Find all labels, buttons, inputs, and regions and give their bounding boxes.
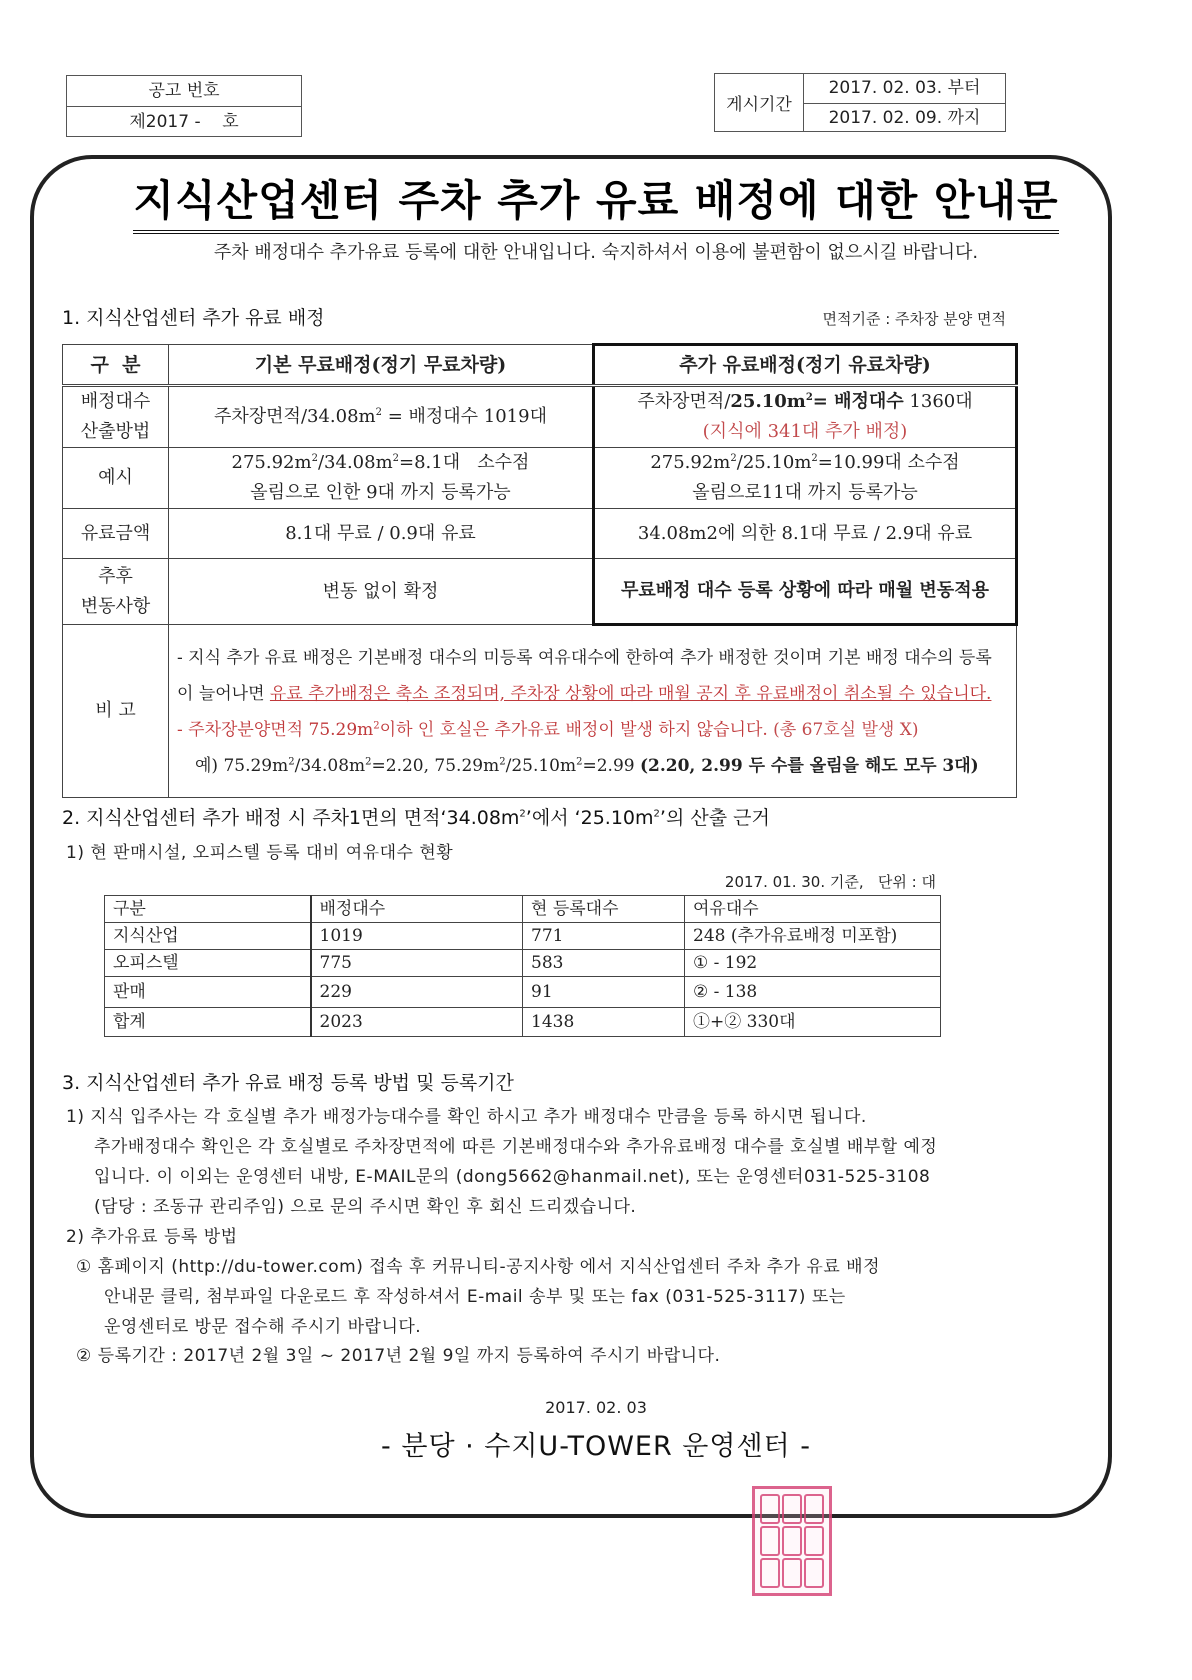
- remarks-warning: 유료 추가배정은 축소 조정되며, 주차장 상황에 따라 매월 공지 후 유료배정이 취소될 수 있습니다.: [269, 683, 992, 704]
- subtitle: 주차 배정대수 추가유료 등록에 대한 안내입니다. 숙지하셔서 이용에 불편함이 없으시길 바랍니다.: [213, 242, 979, 263]
- issue-date: 2017. 02. 03: [545, 1398, 647, 1417]
- page-title: 지식산업센터 주차 추가 유료 배정에 대한 안내문: [133, 168, 1058, 234]
- page-title-wrap: [0, 168, 1192, 234]
- notice-number-box: [66, 75, 302, 137]
- row-label-example: 예시: [63, 448, 169, 509]
- cell-category: 판매: [105, 977, 311, 1008]
- table-row: [105, 1008, 941, 1037]
- cell-registered: 91: [523, 977, 685, 1008]
- table-row-calc: [63, 386, 1017, 448]
- change-basic: 변동 없이 확정: [169, 559, 594, 625]
- section2-heading: 2. 지식산업센터 추가 배정 시 주차1면의 면적‘$34.08m^2$’에서 ‘$25.10m^2$’의 산출 근거: [62, 807, 770, 829]
- example-basic: $275.92m^2/34.08m^2=8.1$대 소수점 올림으로 인한 9대 까지 등록가능: [169, 448, 594, 509]
- area-basis-note: 면적기준 : 주차장 분양 면적: [822, 310, 1006, 328]
- section3-item1-line2: 추가배정대수 확인은 각 호실별로 주차장면적에 따른 기본배정대수와 추가유료배정 대수를 호실별 배부할 예정: [94, 1137, 938, 1157]
- cell-registered: 583: [523, 950, 685, 977]
- cell-allocated: 2023: [311, 1008, 523, 1037]
- section3-heading: 3. 지식산업센터 추가 유료 배정 등록 방법 및 등록기간: [62, 1072, 514, 1094]
- table-row-remarks: [63, 625, 1017, 798]
- fee-basic: 8.1대 무료 / 0.9대 유료: [169, 509, 594, 559]
- table-row: [105, 977, 941, 1008]
- header-extra: 추가 유료배정(정기 유료차량): [594, 345, 1017, 386]
- cell-spare: ② - 138: [685, 977, 941, 1008]
- section3-item2: 2) 추가유료 등록 방법: [66, 1227, 238, 1247]
- cell-spare: ①+② 330대: [685, 1008, 941, 1037]
- header-category: 구 분: [63, 345, 169, 386]
- basis-date-note: 2017. 01. 30. 기준, 단위 : 대: [724, 873, 936, 891]
- section3-item1-line1: 1) 지식 입주사는 각 호실별 추가 배정가능대수를 확인 하시고 추가 배정대수 만큼을 등록 하시면 됩니다.: [66, 1107, 867, 1127]
- remarks-content: - 지식 추가 유료 배정은 기본배정 대수의 미등록 여유대수에 한하여 추가 배정한 것이며 기본 배정 대수의 등록이 늘어나면 유료 추가배정은 축소 조정되며, 주차장 상황에 따라 매월 공지 후 유료배정이 취소될 수 있습니다. - 주차장분양면적 $75.29m^2$이하 인 호실은 추가유료 배정이 발생 하지 않습니다. (총 67호실 발생 X) 예) $75.29m^2/34.08m^2=2.20$, $75.29m^2/25.10m^2=2.99$ (2.20, 2.99 두 수를 올림을 해도 모두 3대): [169, 625, 1017, 798]
- row-label-calc: 배정대수 산출방법: [63, 386, 169, 448]
- table-row-fee: [63, 509, 1017, 559]
- cell-allocated: 229: [311, 977, 523, 1008]
- cell-spare: ① - 192: [685, 950, 941, 977]
- calc-extra: 주차장면적$/25.10m^2=$ 배정대수 1360대 (지식에 341대 추가 배정): [594, 386, 1017, 448]
- posting-from: 2017. 02. 03. 부터: [828, 78, 981, 98]
- table-row-change: [63, 559, 1017, 625]
- table-header-row: [63, 345, 1017, 386]
- extra-allocation-note: (지식에 341대 추가 배정): [702, 421, 908, 442]
- table-header-row: [105, 896, 941, 923]
- cell-spare: 248 (추가유료배정 미포함): [685, 923, 941, 950]
- issuer-name: - 분당 · 수지U-TOWER 운영센터 -: [381, 1431, 811, 1462]
- posting-period-label: 게시기간: [715, 74, 804, 131]
- table-row: [105, 923, 941, 950]
- header-allocated: 배정대수: [311, 896, 523, 923]
- cell-category: 합계: [105, 1008, 311, 1037]
- seal-glyphs: [760, 1494, 824, 1588]
- cell-category: 오피스텔: [105, 950, 311, 977]
- header-spare: 여유대수: [685, 896, 941, 923]
- header-basic: 기본 무료배정(정기 무료차량): [169, 345, 594, 386]
- table-row-example: [63, 448, 1017, 509]
- allocation-table: [62, 343, 1018, 798]
- row-label-change: 추후 변동사항: [63, 559, 169, 625]
- section3-item1-line4: (담당 : 조동규 관리주임) 으로 문의 주시면 확인 후 회신 드리겠습니다.: [94, 1197, 637, 1217]
- row-label-remarks: 비 고: [63, 625, 169, 798]
- notice-number-label: 공고 번호: [148, 81, 220, 101]
- cell-allocated: 775: [311, 950, 523, 977]
- calc-basic: 주차장면적$/34.08m^2$ = 배정대수 1019대: [169, 386, 594, 448]
- header-registered: 현 등록대수: [523, 896, 685, 923]
- section2-sub: 1) 현 판매시설, 오피스텔 등록 대비 여유대수 현황: [66, 843, 454, 863]
- section3-item2-1-line2: 안내문 클릭, 첨부파일 다운로드 후 작성하셔서 E-mail 송부 및 또는 fax (031-525-3117) 또는: [104, 1287, 846, 1307]
- section3-item2-1-line1: ① 홈페이지 (http://du-tower.com) 접속 후 커뮤니티-공지사항 에서 지식산업센터 주차 추가 유료 배정: [76, 1257, 881, 1277]
- section3-item2-2: ② 등록기간 : 2017년 2월 3일 ~ 2017년 2월 9일 까지 등록하여 주시기 바랍니다.: [76, 1346, 721, 1366]
- fee-extra: 34.08m2에 의한 8.1대 무료 / 2.9대 유료: [594, 509, 1017, 559]
- posting-period-box: [714, 73, 1006, 132]
- cell-registered: 1438: [523, 1008, 685, 1037]
- posting-to: 2017. 02. 09. 까지: [804, 103, 1005, 133]
- cell-allocated: 1019: [311, 923, 523, 950]
- notice-number-value: 제2017 - 호: [67, 106, 301, 137]
- cell-registered: 771: [523, 923, 685, 950]
- row-label-fee: 유료금액: [63, 509, 169, 559]
- spare-capacity-table: [104, 895, 941, 1037]
- header-category: 구분: [105, 896, 311, 923]
- section3-item2-1-line3: 운영센터로 방문 접수해 주시기 바랍니다.: [104, 1317, 422, 1337]
- example-extra: $275.92m^2/25.10m^2=10.99$대 소수점 올림으로11대 까지 등록가능: [594, 448, 1017, 509]
- section1-heading: 1. 지식산업센터 추가 유료 배정: [62, 307, 325, 329]
- official-seal-stamp: [752, 1486, 832, 1596]
- table-row: [105, 950, 941, 977]
- change-extra: 무료배정 대수 등록 상황에 따라 매월 변동적용: [594, 559, 1017, 625]
- section3-item1-line3: 입니다. 이 이외는 운영센터 내방, E-MAIL문의 (dong5662@hanmail.net), 또는 운영센터031-525-3108: [94, 1167, 931, 1187]
- cell-category: 지식산업: [105, 923, 311, 950]
